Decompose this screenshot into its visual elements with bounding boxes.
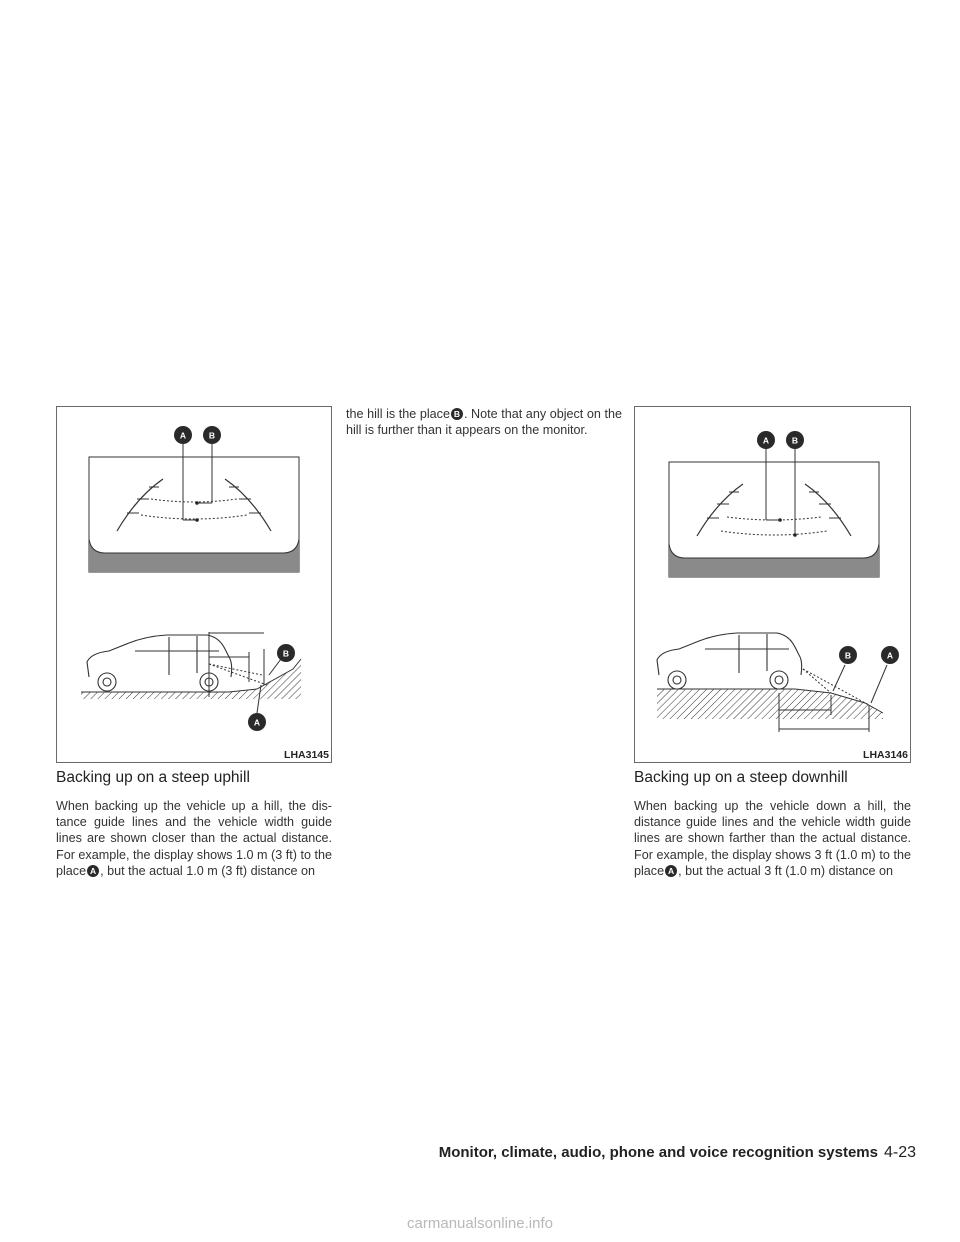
- monitor-screen: [669, 449, 879, 577]
- paragraph-continued: [346, 406, 622, 438]
- figure-id: LHA3146: [863, 749, 908, 761]
- callout-b-bottom-label: B: [282, 648, 290, 659]
- paragraph-continued-text-2: . Note that any object on the hill is further than it appears on the monitor.: [346, 407, 622, 438]
- paragraph-downhill-text-1: When backing up the vehicle down a hill, the distance guide lines and the vehicle width guide lines are shown farther than the actual distance. For example, the display shows 3 ft (1.0 m) to the place: [634, 799, 911, 878]
- car-side-view: [657, 633, 802, 689]
- callout-b-top: [786, 431, 804, 449]
- figure-id: LHA3145: [284, 749, 329, 761]
- paragraph-continued-text-1: the hill is the place: [346, 407, 450, 421]
- heading-steep-downhill: Backing up on a steep downhill: [634, 769, 848, 786]
- uphill-diagram: [57, 407, 333, 764]
- monitor-screen: [89, 444, 299, 572]
- callout-b-top-label: B: [208, 430, 216, 441]
- callout-b-bottom-label: B: [844, 650, 852, 661]
- callout-a-bottom-label: A: [253, 717, 261, 728]
- page-footer: [439, 1144, 916, 1162]
- marker-a: A: [665, 865, 677, 877]
- heading-steep-uphill: Backing up on a steep uphill: [56, 769, 250, 786]
- watermark: carmanualsonline.info: [407, 1215, 553, 1232]
- paragraph-downhill-text-2: , but the actual 3 ft (1.0 m) distance on: [678, 863, 894, 878]
- marker-a: A: [87, 865, 99, 877]
- car-side-view: [87, 635, 232, 691]
- footer-section-title: Monitor, climate, audio, phone and voice recognition systems: [438, 1144, 878, 1161]
- callout-b-top-label: B: [791, 435, 799, 446]
- figure-downhill: [634, 406, 911, 763]
- dimension-lines: [209, 632, 267, 697]
- page-number: 4-23: [883, 1144, 916, 1161]
- callout-a-top: [757, 431, 775, 449]
- callout-b-bottom: [833, 646, 857, 691]
- marker-b: B: [451, 408, 463, 420]
- paragraph-uphill-text-1: When backing up the vehicle up a hill, the dis-tance guide lines and the vehicle width guide lines are shown closer than the actual distance. For example, the display shows 1.0 m (3 ft) to the place: [56, 799, 332, 878]
- callout-a-top: [174, 426, 192, 444]
- paragraph-uphill-text-2: , but the actual 1.0 m (3 ft) distance on: [100, 863, 316, 878]
- callout-b-top: [203, 426, 221, 444]
- ground-downhill: [657, 689, 883, 719]
- paragraph-downhill: [634, 798, 911, 879]
- callout-a-bottom: [871, 646, 899, 703]
- callout-a-top-label: A: [762, 435, 770, 446]
- downhill-diagram: [635, 407, 912, 764]
- callout-a-bottom-label: A: [886, 650, 894, 661]
- figure-uphill: [56, 406, 332, 763]
- paragraph-uphill: [56, 798, 332, 879]
- callout-a-top-label: A: [179, 430, 187, 441]
